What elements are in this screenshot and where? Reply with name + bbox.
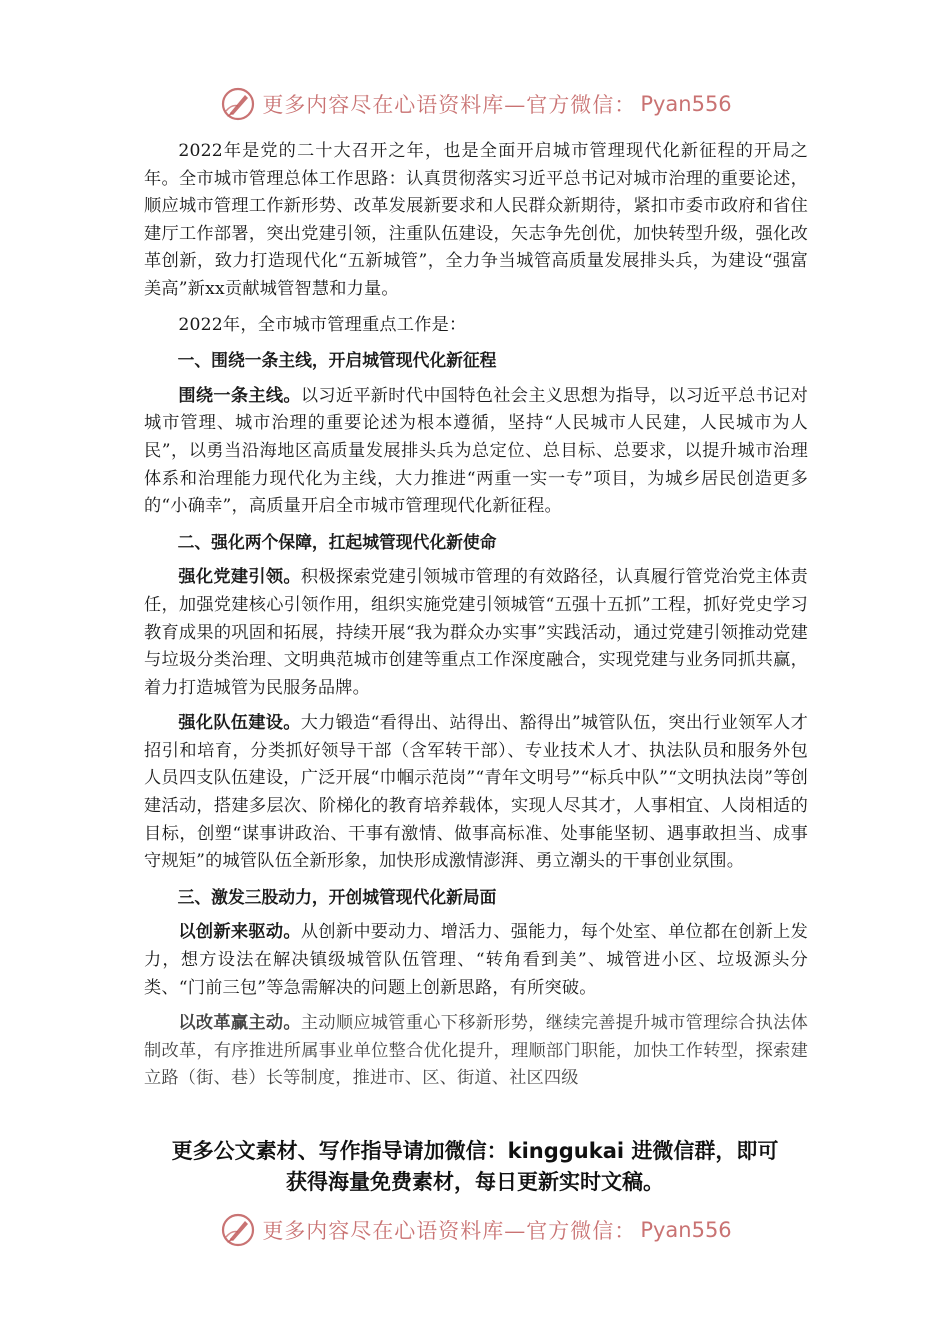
section-3a-paragraph [144,919,808,1002]
footer-watermark-banner [0,1208,950,1252]
banner-text: 更多内容尽在心语资料库—官方微信： [262,1219,637,1243]
section-2a-body: 积极探索党建引领城市管理的有效路径，认真履行管党治党主体责任，加强党建核心引领作用，组织实施党建引领城管“五强十五抓”工程，抓好党史学习教育成果的巩固和拓展，持续开展“我为群众办实事”实践活动，通过党建引领推动党建与垃圾分类治理、文明典范城市创建等重点工作深度融合，实现党建与业务同抓共赢，着力打造城管为民服务品牌。 [144,567,808,698]
promo-notice [120,1136,830,1198]
section-3a-body: 从创新中要动力、增活力、强能力，每个处室、单位都在创新上发力，想方设法在解决镇级城管队伍管理、“转角看到美”、城管进小区、垃圾源头分类、“门前三包”等急需解决的问题上创新思路，有所突破。 [144,922,808,998]
header-watermark-banner [0,82,950,126]
section-2b-lead: 强化队伍建设。 [178,713,301,734]
intro-paragraph: 2022年是党的二十大召开之年，也是全面开启城市管理现代化新征程的开局之年。全市城市管理总体工作思路：认真贯彻落实习近平总书记对城市治理的重要论述，顺应城市管理工作新形势、改革发展新要求和人民群众新期待，紧扣市委市政府和省住建厅工作部署，突出党建引领，注重队伍建设，矢志争先创优，加快转型升级，强化改革创新，致力打造现代化“五新城管”，全力争当城管高质量发展排头兵，为建设“强富美高”新xx贡献城管智慧和力量。 [144,141,808,299]
section-1-lead: 围绕一条主线。 [178,385,301,406]
banner-wechat-handle: Pyan556 [640,92,732,116]
section-3b-lead: 以改革赢主动。 [178,1013,301,1034]
section-2-heading: 二、强化两个保障，扛起城管现代化新使命 [177,531,497,552]
document-body [144,138,808,1101]
pen-logo-icon [218,84,258,124]
key-work-paragraph: 2022年，全市城市管理重点工作是： [178,314,467,335]
section-3b-body: 主动顺应城管重心下移新形势，继续完善提升城市管理综合执法体制改革，有序推进所属事业单位整合优化提升，理顺部门职能，加快工作转型，探索建立路（街、巷）长等制度，推进市、区、街道、社区四级 [144,1013,808,1089]
section-3-heading: 三、激发三股动力，开创城管现代化新局面 [177,886,497,907]
section-2b-body: 大力锻造“看得出、站得出、豁得出”城管队伍，突出行业领军人才招引和培育，分类抓好领导干部（含军转干部）、专业技术人才、执法队员和服务外包人员四支队伍建设，广泛开展“巾帼示范岗”“青年文明号”“标兵中队”“文明执法岗”等创建活动，搭建多层次、阶梯化的教育培养载体，实现人尽其才，人事相宜、人岗相适的目标，创塑“谋事讲政治、干事有激情、做事高标准、处事能坚韧、遇事敢担当、成事守规矩”的城管队伍全新形象，加快形成激情澎湃、勇立潮头的干事创业氛围。 [144,713,808,872]
banner-wechat-handle: Pyan556 [640,1218,732,1242]
promo-line-1: 更多公文素材、写作指导请加微信：kinggukai 进微信群，即可 [171,1139,779,1163]
section-2a-paragraph [144,564,808,702]
promo-line-2: 获得海量免费素材，每日更新实时文稿。 [286,1170,664,1194]
section-3a-lead: 以创新来驱动。 [178,922,301,943]
banner-text: 更多内容尽在心语资料库—官方微信： [262,93,637,117]
section-2b-paragraph [144,710,808,876]
section-3b-paragraph [144,1010,808,1093]
pen-logo-icon [218,1210,258,1250]
section-1-paragraph [144,383,808,521]
section-1-heading: 一、围绕一条主线，开启城管现代化新征程 [177,350,497,371]
section-2a-lead: 强化党建引领。 [178,567,301,588]
section-1-body: 以习近平新时代中国特色社会主义思想为指导，以习近平总书记对城市管理、城市治理的重要论述为根本遵循，坚持“人民城市人民建，人民城市为人民”，以勇当沿海地区高质量发展排头兵为总定位、总目标、总要求，以提升城市治理体系和治理能力现代化为主线，大力推进“两重一实一专”项目，为城乡居民创造更多的“小确幸”，高质量开启全市城市管理现代化新征程。 [144,385,808,517]
